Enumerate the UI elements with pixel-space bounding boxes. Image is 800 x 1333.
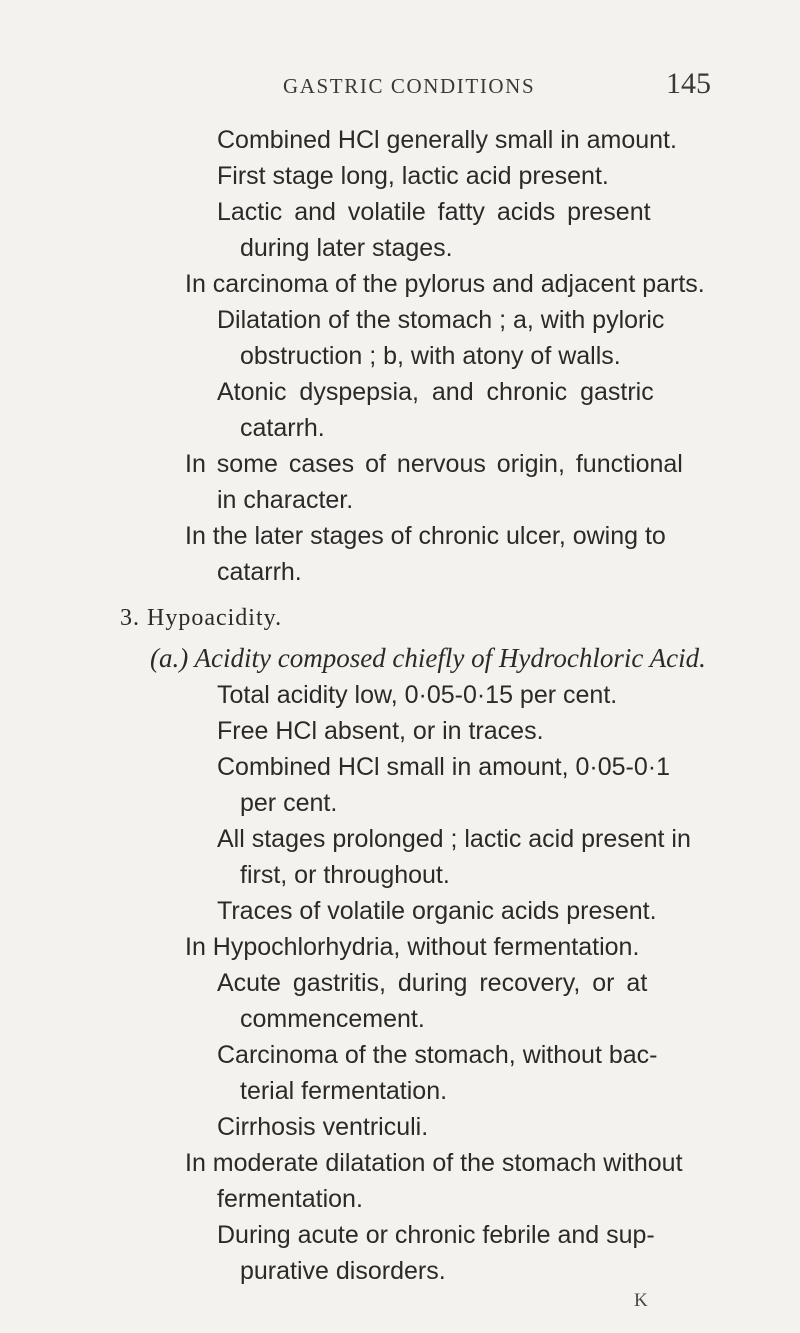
page-number: 145 <box>666 67 711 100</box>
text-line: per cent. <box>240 789 338 817</box>
text-line: during later stages. <box>240 234 453 262</box>
text-line: obstruction ; b, with atony of walls. <box>240 342 621 370</box>
text-line: During acute or chronic febrile and sup- <box>217 1221 655 1249</box>
text-line: Lactic and volatile fatty acids present <box>217 198 651 226</box>
running-header: GASTRIC CONDITIONS <box>283 74 536 98</box>
text-line: Combined HCl generally small in amount. <box>217 126 677 154</box>
text-line: commencement. <box>240 1005 425 1033</box>
section-heading: 3. Hypoacidity. <box>120 605 283 631</box>
text-line: terial fermentation. <box>240 1077 448 1105</box>
text-line: catarrh. <box>217 558 302 586</box>
text-line: In Hypochlorhydria, without fermentation. <box>185 933 640 961</box>
text-line: in character. <box>217 486 354 514</box>
text-line: In moderate dilatation of the stomach without <box>185 1149 683 1177</box>
text-line: First stage long, lactic acid present. <box>217 162 609 190</box>
signature-mark: K <box>634 1290 648 1311</box>
text-line: Cirrhosis ventriculi. <box>217 1113 429 1141</box>
text-line: Traces of volatile organic acids present. <box>217 897 657 925</box>
text-line: Combined HCl small in amount, 0·05-0·1 <box>217 753 670 781</box>
text-line: Acute gastritis, during recovery, or at <box>217 969 648 997</box>
text-line: In carcinoma of the pylorus and adjacent parts. <box>185 270 705 298</box>
text-line: In the later stages of chronic ulcer, owing to <box>185 522 666 550</box>
text-line: Total acidity low, 0·05-0·15 per cent. <box>217 681 618 709</box>
text-line: All stages prolonged ; lactic acid present in <box>217 825 691 853</box>
text-line: In some cases of nervous origin, functional <box>185 450 683 478</box>
subsection-heading: (a.) Acidity composed chiefly of Hydrochloric Acid. <box>150 643 706 673</box>
text-line: Dilatation of the stomach ; a, with pyloric <box>217 306 665 334</box>
text-line: first, or throughout. <box>240 861 450 889</box>
text-line: purative disorders. <box>240 1257 446 1285</box>
text-line: fermentation. <box>217 1185 363 1213</box>
text-line: catarrh. <box>240 414 325 442</box>
text-line: Free HCl absent, or in traces. <box>217 717 544 745</box>
text-line: Atonic dyspepsia, and chronic gastric <box>217 378 654 406</box>
text-line: Carcinoma of the stomach, without bac- <box>217 1041 658 1069</box>
